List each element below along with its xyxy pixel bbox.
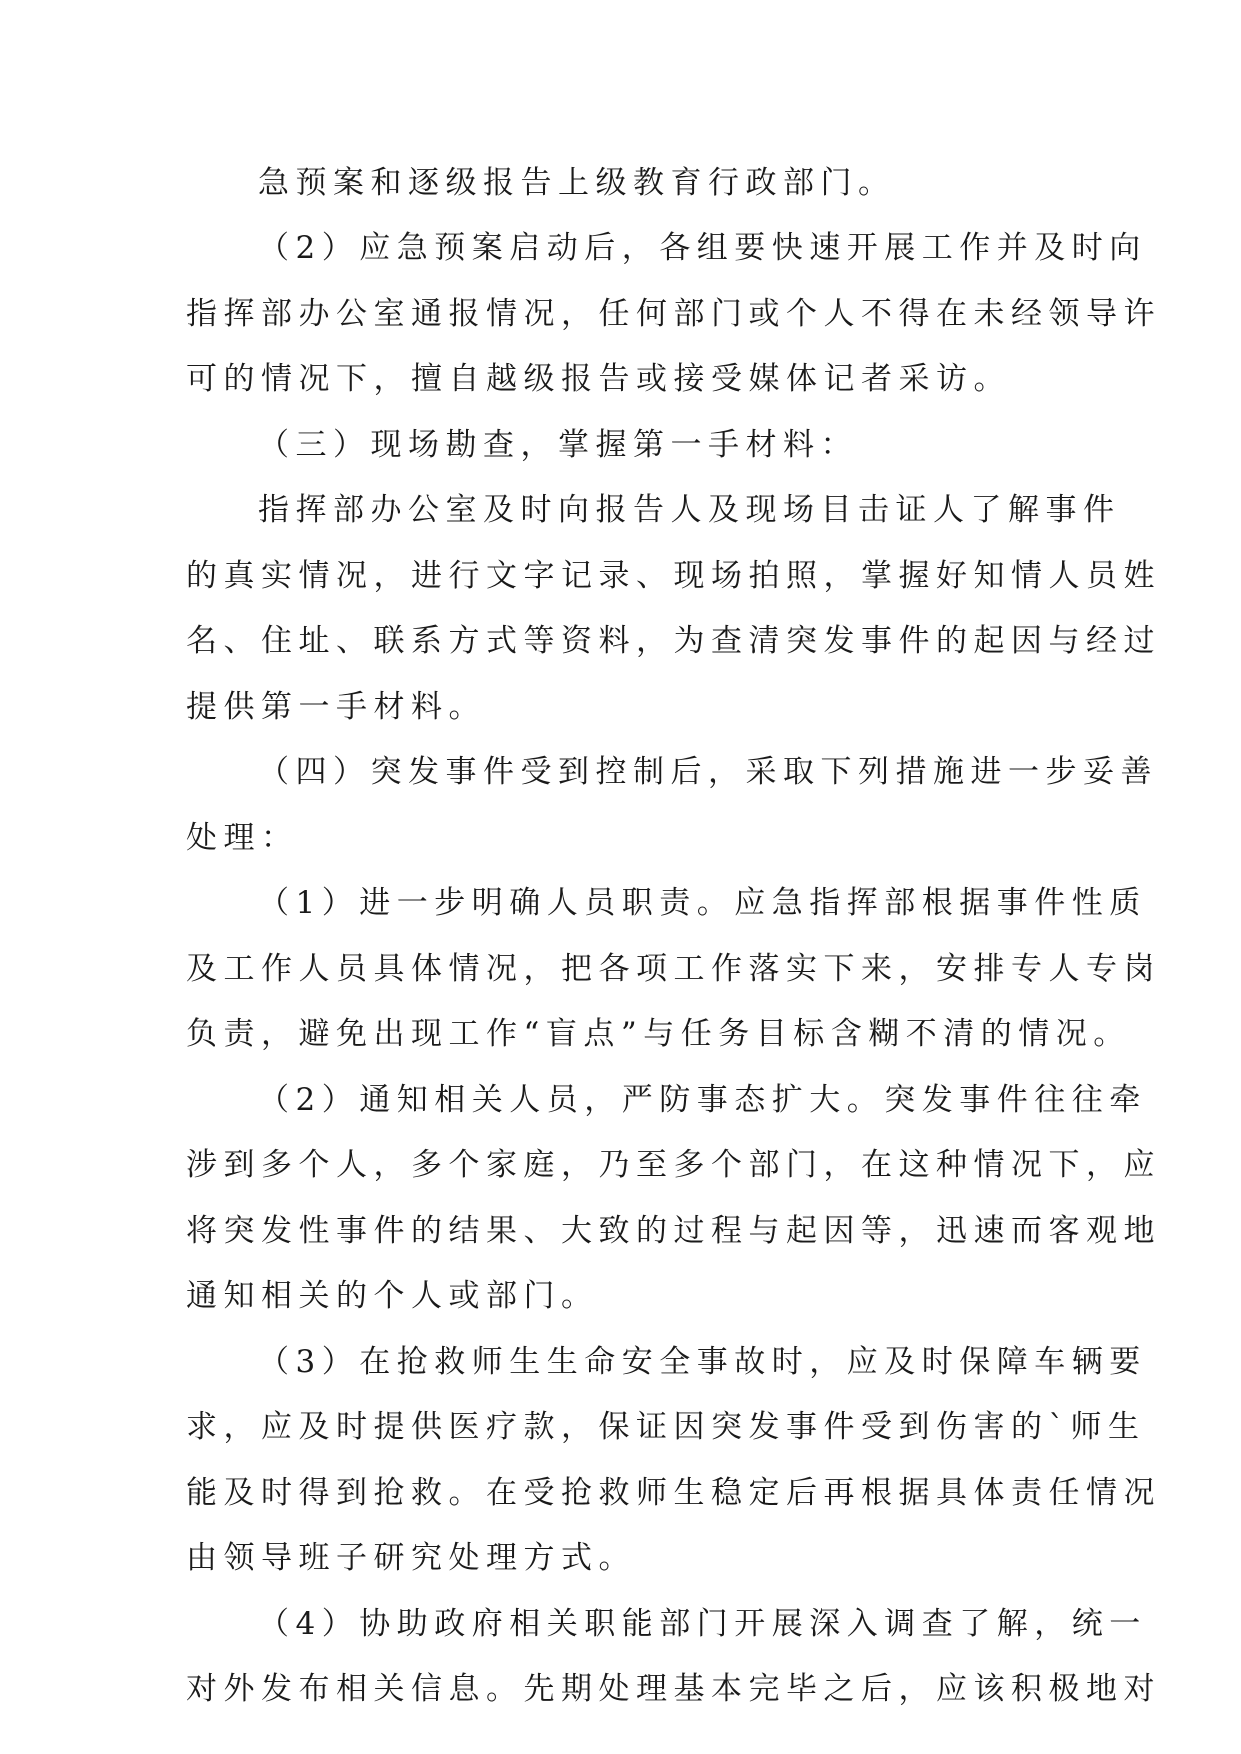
section-heading: （四）突发事件受到控制后，采取下列措施进一步妥善 — [258, 754, 1158, 790]
text-line: 负责，避免出现工作“盲点”与任务目标含糊不清的情况。 — [186, 1016, 1131, 1052]
text-line: 能及时得到抢救。在受抢救师生稳定后再根据具体责任情况 — [186, 1475, 1161, 1511]
text-line: 由领导班子研究处理方式。 — [186, 1540, 636, 1576]
text-line: 及工作人员具体情况，把各项工作落实下来，安排专人专岗 — [186, 951, 1161, 987]
text-line: 对外发布相关信息。先期处理基本完毕之后，应该积极地对 — [186, 1671, 1161, 1707]
text-line: 急预案和逐级报告上级教育行政部门。 — [258, 165, 896, 201]
text-line: 涉到多个人，多个家庭，乃至多个部门，在这种情况下，应 — [186, 1147, 1161, 1183]
text-line: 提供第一手材料。 — [186, 689, 486, 725]
text-line: 将突发性事件的结果、大致的过程与起因等，迅速而客观地 — [186, 1213, 1161, 1249]
paragraph-start-line: 指挥部办公室及时向报告人及现场目击证人了解事件 — [258, 492, 1121, 528]
paragraph-start-line: （1）进一步明确人员职责。应急指挥部根据事件性质 — [258, 885, 1147, 921]
paragraph-start-line: （3）在抢救师生生命安全事故时，应及时保障车辆要 — [258, 1344, 1147, 1380]
text-line: 通知相关的个人或部门。 — [186, 1278, 599, 1314]
text-line: 处理： — [186, 820, 299, 856]
paragraph-start-line: （2）应急预案启动后，各组要快速开展工作并及时向 — [258, 230, 1147, 266]
text-line: 可的情况下，擅自越级报告或接受媒体记者采访。 — [186, 361, 1011, 397]
section-heading: （三）现场勘查，掌握第一手材料： — [258, 427, 858, 463]
text-line: 指挥部办公室通报情况，任何部门或个人不得在未经领导许 — [186, 296, 1161, 332]
text-line: 的真实情况，进行文字记录、现场拍照，掌握好知情人员姓 — [186, 558, 1161, 594]
text-line: 名、住址、联系方式等资料，为查清突发事件的起因与经过 — [186, 623, 1161, 659]
text-line: 求，应及时提供医疗款，保证因突发事件受到伤害的`师生 — [186, 1409, 1146, 1445]
paragraph-start-line: （4）协助政府相关职能部门开展深入调查了解，统一 — [258, 1606, 1147, 1642]
paragraph-start-line: （2）通知相关人员，严防事态扩大。突发事件往往牵 — [258, 1082, 1147, 1118]
